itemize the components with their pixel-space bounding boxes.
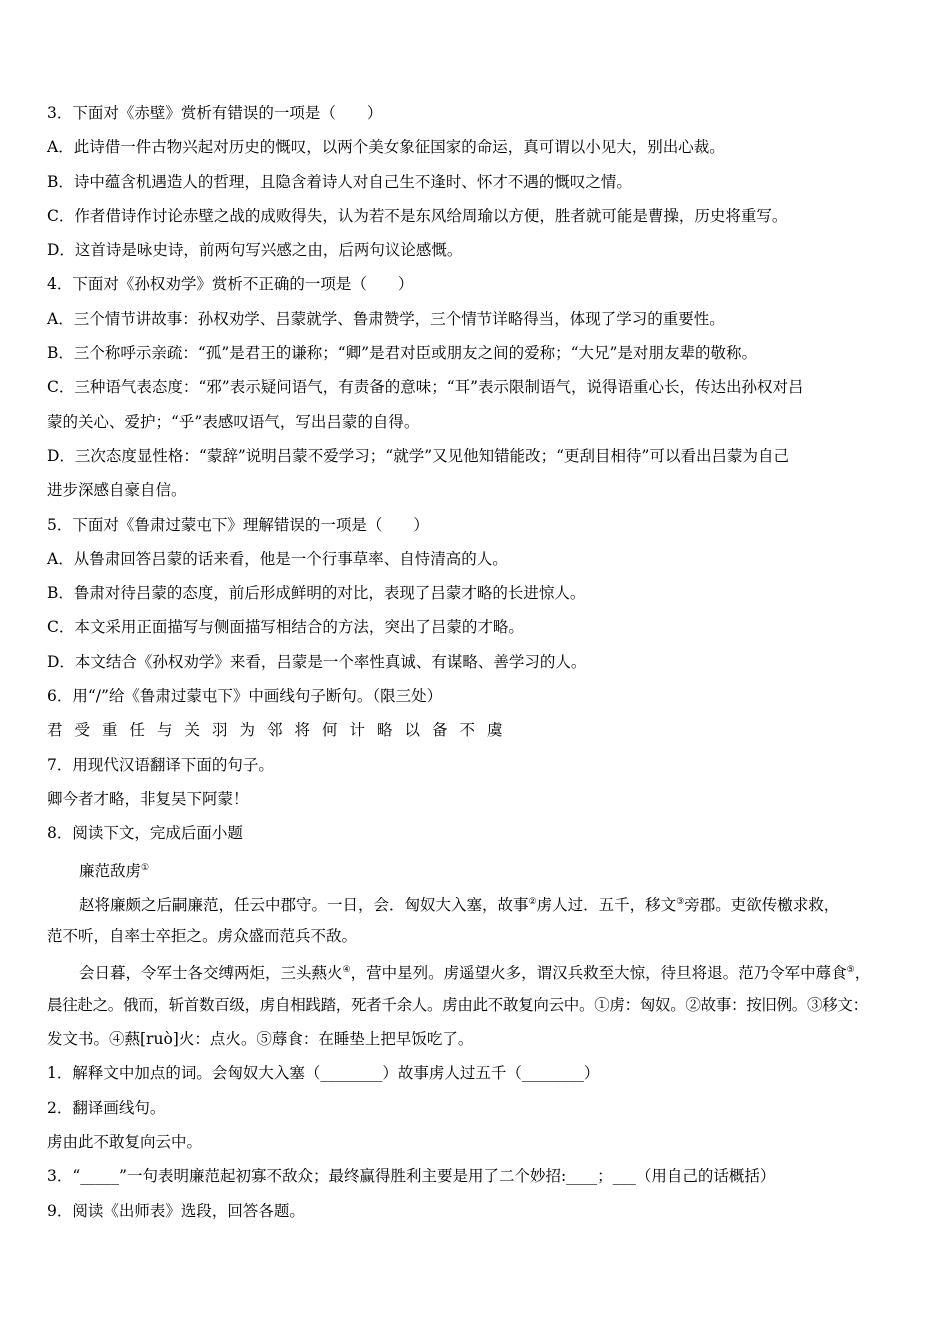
footnotes: 发文书。④爇[ruò]火：点火。⑤蓐食：在睡垫上把早饭吃了。	[47, 1030, 474, 1049]
passage-title	[47, 855, 907, 889]
sentence-to-punctuate: 君受重任与关羽为邻将何计略以备不虞	[47, 721, 515, 740]
option-d: D．三次态度显性格：“蒙辞”说明吕蒙不爱学习；“就学”又见他知错能改；“更刮目相待”可以看出吕蒙为自己	[47, 446, 789, 465]
text: 虏人过．五千，移文	[536, 895, 677, 914]
option-c-cont: 蒙的关心、爱护；“乎”表感叹语气，写出吕蒙的自得。	[47, 412, 420, 431]
passage-line	[47, 957, 907, 991]
option-b: B．三个称呼示亲疏：“孤”是君王的谦称；“卿”是君对臣或朋友之间的爱称；“大兄”是对朋友辈的敬称。	[47, 344, 757, 363]
question-5: 5．下面对《鲁肃过蒙屯下》理解错误的一项是（ ）	[47, 515, 429, 534]
option-c: C．作者借诗作讨论赤壁之战的成败得失，认为若不是东风给周瑜以方便，胜者就可能是曹操，历史将重写。	[47, 206, 788, 225]
question-4: 4．下面对《孙权劝学》赏析不正确的一项是（ ）	[47, 275, 414, 294]
passage-line	[47, 889, 907, 923]
passage-line: 范不听，自率士卒拒之。虏众盛而范兵不敌。	[47, 927, 358, 946]
question-9: 9．阅读《出师表》选段，回答各题。	[47, 1201, 305, 1220]
option-c: C．本文采用正面描写与侧面描写相结合的方法，突出了吕蒙的才略。	[47, 618, 524, 637]
subquestion-2: 2．翻译画线句。	[47, 1098, 166, 1117]
text: ，营中星列。虏遥望火多，谓汉兵救至大惊，待旦将退。范乃令军中蓐食	[350, 964, 847, 983]
option-d: D．本文结合《孙权劝学》来看，吕蒙是一个率性真诚、有谋略、善学习的人。	[47, 652, 587, 671]
footnote-mark: ①	[141, 862, 150, 873]
option-d-cont: 进步深感自豪自信。	[47, 481, 187, 500]
sentence-to-translate: 卿今者才略，非复吴下阿蒙！	[47, 789, 249, 808]
text: 会日暮，令军士各交缚两炬，三头爇火	[79, 964, 343, 983]
option-c: C．三种语气表态度：“邪”表示疑问语气，有责备的意味；“耳”表示限制语气，说得语重心长，传达出孙权对吕	[47, 378, 804, 397]
question-7: 7．用现代汉语翻译下面的句子。	[47, 755, 274, 774]
text: 赵将廉颇之后嗣廉范，任云中郡守。一日，会．匈奴大入塞，故事	[79, 895, 529, 914]
text: 旁郡。吏欲传檄求救，	[684, 895, 840, 914]
question-6: 6．用“/”给《鲁肃过蒙屯下》中画线句子断句。（限三处）	[47, 687, 443, 706]
document-page	[47, 100, 907, 1232]
text: ，	[854, 964, 871, 983]
option-b: B．鲁肃对待吕蒙的态度，前后形成鲜明的对比，表现了吕蒙才略的长进惊人。	[47, 584, 586, 603]
footnote-mark: ④	[342, 965, 351, 976]
question-3: 3．下面对《赤壁》赏析有错误的一项是（ ）	[47, 104, 383, 122]
sentence-to-translate: 虏由此不敢复向云中。	[47, 1132, 203, 1151]
option-a: A．三个情节讲故事：孙权劝学、吕蒙就学、鲁肃赞学，三个情节详略得当，体现了学习的重要性。	[47, 309, 725, 328]
option-d: D．这首诗是咏史诗，前两句写兴感之由，后两句议论感慨。	[47, 241, 463, 260]
subquestion-1: 1．解释文中加点的词。会匈奴大入塞（________）故事虏人过五千（________）	[47, 1064, 600, 1083]
footnote-mark: ②	[528, 896, 537, 907]
passage-line: 晨往赴之。俄而，斩首数百级，虏自相践踏，死者千余人。虏由此不敢复向云中。①虏：匈奴。②故事：按旧例。③移文：	[47, 995, 868, 1014]
title-text: 廉范敌虏	[79, 861, 142, 880]
option-a: A．此诗借一件古物兴起对历史的慨叹，以两个美女象征国家的命运，真可谓以小见大，别出心裁。	[47, 138, 725, 157]
footnote-mark: ③	[676, 896, 685, 907]
question-8: 8．阅读下文，完成后面小题	[47, 824, 243, 843]
option-a: A．从鲁肃回答吕蒙的话来看，他是一个行事草率、自恃清高的人。	[47, 549, 508, 568]
subquestion-3: 3．“_____”一句表明廉范起初寡不敌众；最终赢得胜利主要是用了二个妙招:____；___（用自己的话概括）	[47, 1167, 776, 1186]
footnote-mark: ⑤	[846, 965, 855, 976]
option-b: B．诗中蕴含机遇造人的哲理，且隐含着诗人对自己生不逢时、怀才不遇的慨叹之情。	[47, 172, 632, 191]
